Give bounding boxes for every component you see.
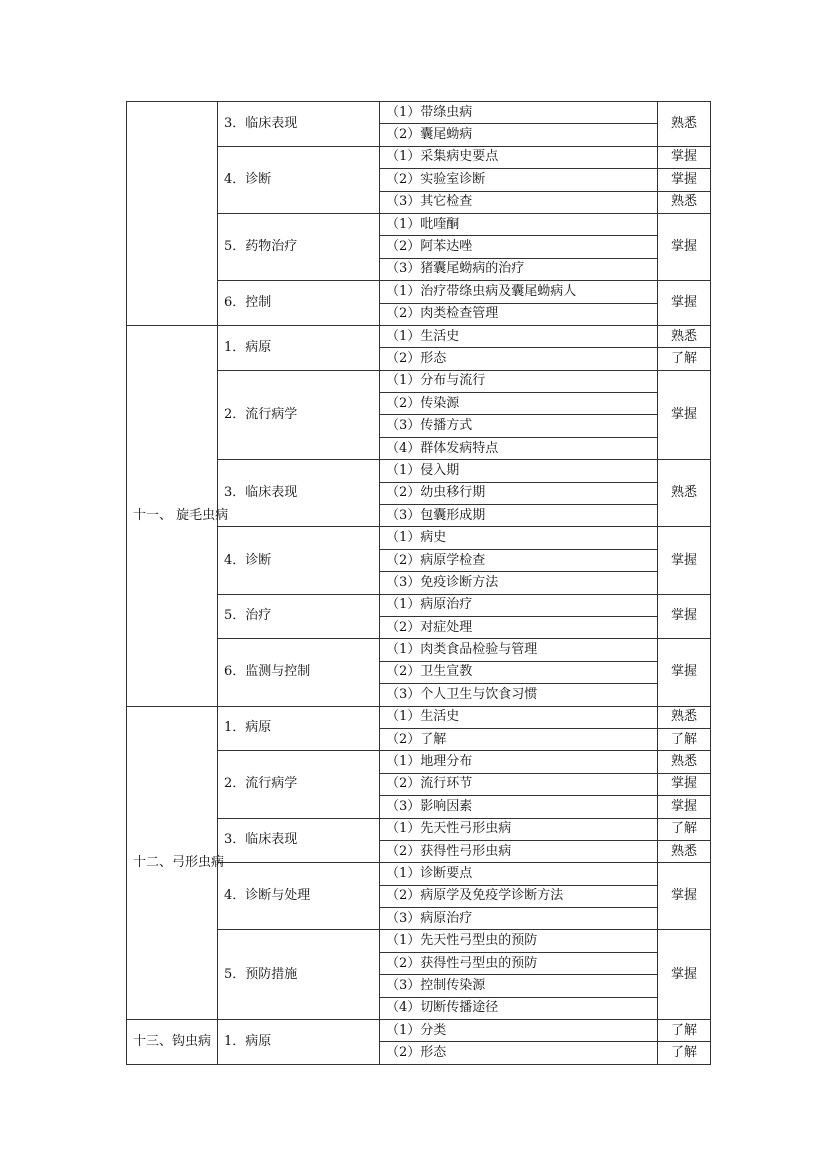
level-cell: 熟悉 xyxy=(658,706,711,728)
unit-cell: 5．预防措施 xyxy=(218,930,380,1020)
level-cell: 了解 xyxy=(658,728,711,750)
disease-cell: 十三、钩虫病 xyxy=(127,1020,218,1065)
element-cell: （2）病原学检查 xyxy=(380,549,658,571)
element-cell: （1）肉类食品检验与管理 xyxy=(380,639,658,661)
level-cell: 了解 xyxy=(658,1042,711,1064)
level-cell: 熟悉 xyxy=(658,840,711,862)
level-cell: 熟悉 xyxy=(658,325,711,347)
unit-cell: 3．临床表现 xyxy=(218,818,380,863)
element-cell: （1）地理分布 xyxy=(380,751,658,773)
level-cell: 掌握 xyxy=(658,594,711,639)
level-cell: 掌握 xyxy=(658,863,711,930)
unit-cell: 5．治疗 xyxy=(218,594,380,639)
level-cell: 掌握 xyxy=(658,930,711,1020)
element-cell: （2）卫生宣教 xyxy=(380,661,658,683)
unit-cell: 4．诊断与处理 xyxy=(218,863,380,930)
unit-cell: 1．病原 xyxy=(218,325,380,370)
element-cell: （1）带绦虫病 xyxy=(380,102,658,124)
level-cell: 掌握 xyxy=(658,146,711,168)
element-cell: （2）形态 xyxy=(380,348,658,370)
element-cell: （1）生活史 xyxy=(380,325,658,347)
element-cell: （1）侵入期 xyxy=(380,460,658,482)
element-cell: （4）切断传播途径 xyxy=(380,997,658,1019)
element-cell: （1）治疗带绦虫病及囊尾蚴病人 xyxy=(380,281,658,303)
element-cell: （1）病史 xyxy=(380,527,658,549)
element-cell: （3）包囊形成期 xyxy=(380,505,658,527)
level-cell: 了解 xyxy=(658,348,711,370)
element-cell: （2）病原学及免疫学诊断方法 xyxy=(380,885,658,907)
unit-cell: 3．临床表现 xyxy=(218,102,380,147)
element-cell: （2）对症处理 xyxy=(380,616,658,638)
unit-cell: 4．诊断 xyxy=(218,146,380,213)
level-cell: 了解 xyxy=(658,1020,711,1042)
level-cell: 熟悉 xyxy=(658,460,711,527)
level-cell: 掌握 xyxy=(658,213,711,280)
level-cell: 掌握 xyxy=(658,796,711,818)
table-row xyxy=(127,1020,711,1042)
syllabus-body xyxy=(127,102,711,1065)
element-cell: （1）采集病史要点 xyxy=(380,146,658,168)
level-cell: 熟悉 xyxy=(658,102,711,147)
element-cell: （1）分类 xyxy=(380,1020,658,1042)
unit-cell: 6．控制 xyxy=(218,281,380,326)
element-cell: （1）病原治疗 xyxy=(380,594,658,616)
element-cell: （1）诊断要点 xyxy=(380,863,658,885)
disease-cell: 十二、弓形虫病 xyxy=(127,706,218,1019)
element-cell: （1）吡喹酮 xyxy=(380,213,658,235)
table-row xyxy=(127,102,711,124)
syllabus-table xyxy=(126,101,711,1065)
element-cell: （4）群体发病特点 xyxy=(380,437,658,459)
element-cell: （2）获得性弓型虫的预防 xyxy=(380,952,658,974)
element-cell: （3）病原治疗 xyxy=(380,908,658,930)
element-cell: （2）了解 xyxy=(380,728,658,750)
unit-cell: 2．流行病学 xyxy=(218,370,380,460)
element-cell: （3）影响因素 xyxy=(380,796,658,818)
unit-cell: 3．临床表现 xyxy=(218,460,380,527)
element-cell: （3）个人卫生与饮食习惯 xyxy=(380,684,658,706)
level-cell: 了解 xyxy=(658,818,711,840)
unit-cell: 1．病原 xyxy=(218,1020,380,1065)
element-cell: （2）囊尾蚴病 xyxy=(380,124,658,146)
unit-cell: 1．病原 xyxy=(218,706,380,751)
level-cell: 掌握 xyxy=(658,370,711,460)
level-cell: 熟悉 xyxy=(658,751,711,773)
element-cell: （2）流行环节 xyxy=(380,773,658,795)
table-row xyxy=(127,325,711,347)
element-cell: （1）先天性弓型虫的预防 xyxy=(380,930,658,952)
disease-cell xyxy=(127,102,218,326)
element-cell: （3）其它检查 xyxy=(380,191,658,213)
element-cell: （3）免疫诊断方法 xyxy=(380,572,658,594)
element-cell: （1）分布与流行 xyxy=(380,370,658,392)
level-cell: 掌握 xyxy=(658,773,711,795)
disease-cell: 十一、 旋毛虫病 xyxy=(127,325,218,706)
element-cell: （3）控制传染源 xyxy=(380,975,658,997)
table-row xyxy=(127,706,711,728)
element-cell: （1）先天性弓形虫病 xyxy=(380,818,658,840)
element-cell: （2）传染源 xyxy=(380,393,658,415)
element-cell: （2）幼虫移行期 xyxy=(380,482,658,504)
element-cell: （2）形态 xyxy=(380,1042,658,1064)
unit-cell: 4．诊断 xyxy=(218,527,380,594)
unit-cell: 5．药物治疗 xyxy=(218,213,380,280)
unit-cell: 2．流行病学 xyxy=(218,751,380,818)
element-cell: （1）生活史 xyxy=(380,706,658,728)
element-cell: （2）获得性弓形虫病 xyxy=(380,840,658,862)
level-cell: 熟悉 xyxy=(658,191,711,213)
level-cell: 掌握 xyxy=(658,281,711,326)
level-cell: 掌握 xyxy=(658,639,711,706)
element-cell: （2）实验室诊断 xyxy=(380,169,658,191)
element-cell: （2）肉类检查管理 xyxy=(380,303,658,325)
element-cell: （3）猪囊尾蚴病的治疗 xyxy=(380,258,658,280)
element-cell: （2）阿苯达唑 xyxy=(380,236,658,258)
element-cell: （3）传播方式 xyxy=(380,415,658,437)
unit-cell: 6．监测与控制 xyxy=(218,639,380,706)
level-cell: 掌握 xyxy=(658,527,711,594)
level-cell: 掌握 xyxy=(658,169,711,191)
